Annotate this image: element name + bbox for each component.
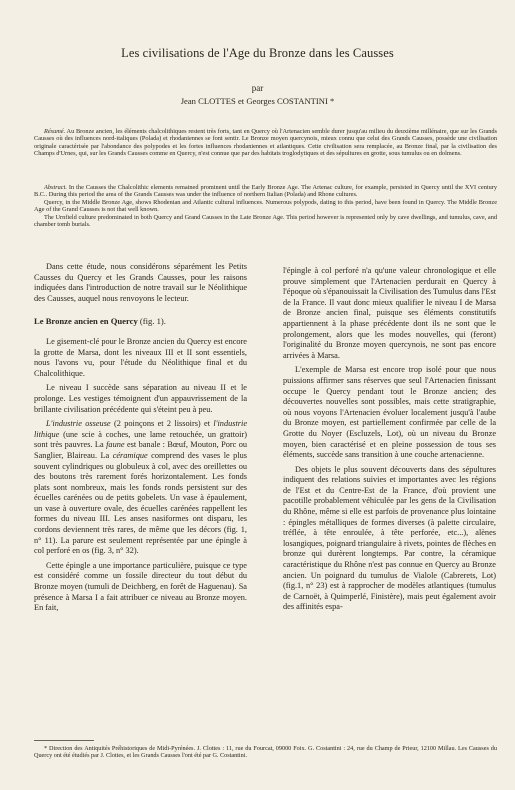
term-faune: faune [106, 440, 125, 450]
right-paragraph-1: l'épingle à col perforé n'a qu'une valeur chronologique et elle prouve simplement que l'Artenacien perdurait en Quercy à l'époque où s'épanouissait la Civilisation des Tumulus dans l'Est de la France. Il vaut donc mieux qualifier le niveau I de Marsa de Bronze ancien final, puisque ses éléments constitutifs appartiennent à la phase précédente dont ils ne sont que le prolongement, alors que les modes nouvelles, qui (feront) l'originalité du Bronze moyen quercynois, ne sont pas encore arrivées à Marsa. [283, 266, 496, 360]
term-industrie-lithique: l'industrie lithique [34, 419, 248, 439]
authors: Jean CLOTTES et Georges COSTANTINI * [180, 96, 335, 106]
abstract-block [34, 184, 497, 228]
left-column [34, 262, 247, 618]
body-paragraph-2: Le niveau I succède sans séparation au niveau II et le prolonge. Les vestiges témoignent d'un appauvrissement de la brillante civilisation précédente qui s'éteint peu à peu. [34, 383, 247, 414]
intro-paragraph: Dans cette étude, nous considérons séparément les Petits Causses du Quercy et les Grands Causses, pour les raisons indiquées dans l'introduction de notre travail sur le Néolithique des Causses, auquel nous renvoyons le lecteur. [34, 262, 247, 303]
p3-text-c: est banale : Bœuf, Mouton, Porc ou Sanglier, Blaireau. La [34, 440, 248, 460]
resume-label: Résumé. [44, 128, 66, 135]
footnote-rule [34, 740, 94, 741]
term-industrie-osseuse: L'industrie osseuse [46, 419, 111, 429]
body-paragraph-3 [34, 419, 247, 557]
abstract-label: Abstract. [44, 184, 67, 191]
p3-text-d: comprend des vases le plus souvent cylindriques ou globuleux à col, avec des oreillettes ou des boutons très rarement forés horizontalement. Les fonds plats sont nombreux, mais les fonds ronds persistent sur des écuelles carénées ou de petits gobelets. Un vase à épaulement, un vase à ouverture ovale, des écuelles carénées rappellent les formes du niveau III. Les anses nasiformes ont disparu, les cordons deviennent très rares, de même que les décors (fig. 1, n° 11). La parure est seulement représentée par une épingle à col perforé en os (fig. 3, n° 32). [34, 450, 247, 556]
p3-text-b: (une scie à coches, une lame retouchée, un grattoir) sont très pauvres. La [34, 429, 247, 450]
section-heading [34, 316, 247, 327]
right-paragraph-2: L'exemple de Marsa est encore trop isolé pour que nous puissions affirmer sans réserves que seul l'Artenacien finissant occupe le Quercy pendant tout le Bronze ancien; des découvertes nouvelles sont possibles, mais cette stratigraphie, où nous voyons l'Artenacien évoluer localement jusqu'à l'aube du Bronze moyen, est partiellement confirmée par celle de la Grotte du Noyer (Escluzels, Lot), où un niveau du Bronze moyen, bien caractérisé et en pleine possession de tous ses éléments, succède sans transition à une couche artenacienne. [283, 365, 496, 460]
p3-text-a: (2 poinçons et 2 lissoirs) et [110, 419, 214, 429]
body-paragraph-1: Le gisement-clé pour le Bronze ancien du Quercy est encore la grotte de Marsa, dont les niveaux III et II sont essentiels, nous l'avons vu, pour l'étude du Néolithique final et du Chalcolithique. [34, 336, 247, 378]
footnote-text: * Direction des Antiquités Préhistoriques de Midi-Pyrénées. J. Clottes : 11, rue du Fourcat, 09000 Foix. G. Costantini : 24, rue du Champ de Prieur, 12100 Millau. Les Causses du Quercy ont été étudiés par J. Clottes, et les Grands Causses l'ont été par G. Costantini. [34, 745, 497, 760]
article-title: Les civilisations de l'Age du Bronze dans les Causses [121, 46, 394, 60]
section-heading-text: Le Bronze ancien en Quercy [34, 316, 138, 327]
section-heading-ref: (fig. 1). [137, 316, 166, 327]
abstract-text: In the Causses the Chalcolithic elements remained prominent until the Early Bronze Age. The Artenac culture, for example, persisted in Quercy until the XVI century B.C.. During this period the area of the Grands Causses was under the influence of northern Italian (Polada) and Rhone cultures. [34, 184, 497, 199]
abstract-text-2: Quercy, in the Middle Bronze Age, shows Rhodenian and Atlantic cultural influences. Numerous polypods, dating to this period, have been found in Quercy. The Middle Bronze Age of the Grand Causses is not that well known. [34, 198, 497, 214]
term-ceramique: céramique [112, 450, 148, 460]
abstract-text-3: The Urnfield culture predominated in both Quercy and Grand Causses in the Late Bronze Age. This period however is represented only by cave dwellings, and tumulus, cave, and chamber tomb burials. [34, 213, 497, 229]
right-paragraph-3: Des objets le plus souvent découverts dans des sépultures indiquent des relations suivies et importantes avec les régions de l'Est et du Centre-Est de la France, d'où provient une pacotille probablement véhiculée par les gens de la Civilisation du Rhône, même si elle est parfois de provenance plus lointaine : épingles métalliques de formes diverses (à palette circulaire, tréflée, à tête enroulée, à tête perforée, etc...), alènes losangiques, poignard triangulaire à rivets, pointes de flèches en bronze qui durèrent longtemps. Par contre, la céramique caractéristique du Rhône n'est pas connue en Quercy au Bronze ancien. Un poignard du tumulus de Vialole (Cabrerets, Lot) (fig.1, n° 23) est à rapprocher de modèles atlantiques (tumulus de Carnoët, à Quimperlé, Finistère), mais peut également avoir des affinités espa- [283, 464, 496, 612]
right-column [283, 266, 496, 617]
byline-par: par [251, 83, 264, 93]
body-paragraph-4: Cette épingle a une importance particulière, puisque ce type est considéré comme un fossile directeur du tout début du Bronze moyen (tumuli de Deichberg, en forêt de Haguenau). Sa présence à Marsa I a fait attribuer ce niveau au Bronze moyen. En fait, [34, 560, 247, 613]
resume-block [34, 128, 497, 158]
footnote [34, 745, 497, 760]
resume-text: Au Bronze ancien, les éléments chalcolithiques restent très forts, tant en Quercy où l'Artenacien semble durer jusqu'au milieu du deuxième millénaire, que sur les Grands Causses où des influences nord-italiques (Polada) et rhodaniennes se font sentir. Le Bronze moyen quercynois, mieux connu que celui des Grands Causses, possède une civilisation originale caractérisée par l'abondance des polypodes et les fortes influences rhodaniennes et atlantiques. Cette civilisation sera remplacée, au Bronze final, par la civilisation des Champs d'Urnes, qui, sur les Grands Causses comme en Quercy, n'est connue que par des habitats troglodytiques et des sépultures en grotte, sous tumulus ou en dolmens. [34, 128, 497, 158]
